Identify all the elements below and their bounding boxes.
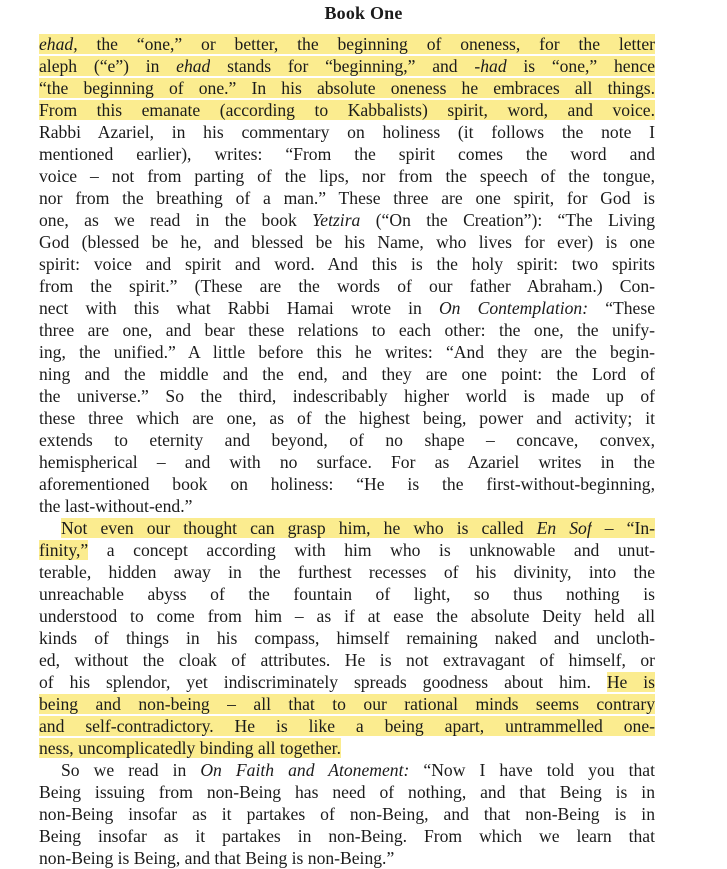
text-line (39, 143, 655, 165)
text-line (39, 407, 655, 429)
highlighted-text: finity,” (39, 540, 89, 560)
text-run: Being insofar as it partakes in non-Being. From which we learn that (39, 826, 655, 846)
text-line (39, 605, 655, 627)
text-run: spirit: voice and spirit and word. And this is the holy spirit: two spirits (39, 254, 655, 274)
text-run: these three which are one, as of the highest being, power and activity; it (39, 408, 655, 428)
text-run: ing, the unified.” A little before this he writes: “And they are the begin- (39, 342, 655, 362)
text-line (39, 165, 655, 187)
text-run: nect with this what Rabbi Hamai wrote in (39, 298, 439, 318)
text-line (39, 319, 655, 341)
highlighted-text: He is (606, 672, 655, 692)
text-line (39, 495, 655, 517)
paragraph-3 (39, 759, 655, 869)
text-run: the universe.” So the third, indescribably higher world is made up of (39, 386, 655, 406)
highlighted-text: is “one,” hence (506, 56, 656, 76)
text-run: Being issuing from non-Being has need of nothing, and that Being is in (39, 782, 655, 802)
highlighted-text: “the beginning of one.” In his absolute oneness he embraces all things. (39, 78, 655, 98)
text-line (39, 363, 655, 385)
text-line (39, 341, 655, 363)
text-line (39, 649, 655, 671)
highlighted-text: had (480, 56, 507, 76)
text-run: “These (588, 298, 656, 318)
text-run: ed, without the cloak of attributes. He is not extravagant of himself, or (39, 650, 655, 670)
highlighted-text: Not even our thought can grasp him, he who is called (61, 518, 537, 538)
highlighted-text: being and non-being – all that to our rational minds seems contrary (39, 694, 655, 714)
text-run: a concept according with him who is unknowable and unut- (88, 540, 655, 560)
text-run: (“On the Creation”): “The Living (360, 210, 655, 230)
text-line (39, 693, 655, 715)
highlighted-text: En Sof (536, 518, 592, 538)
text-run: the last-without-end.” (39, 496, 193, 516)
text-line (39, 561, 655, 583)
text-line (39, 121, 655, 143)
text-run: mentioned earlier), writes: “From the spirit comes the word and (39, 144, 655, 164)
text-line (39, 715, 655, 737)
text-run: Yetzira (312, 210, 361, 230)
text-line (39, 583, 655, 605)
text-run: nor from the breathing of a man.” These three are one spirit, for God is (39, 188, 655, 208)
text-run: non-Being insofar as it partakes of non-Being, and that non-Being is in (39, 804, 655, 824)
highlighted-text: ness, uncomplicatedly binding all together. (39, 738, 341, 758)
text-run: God (blessed be he, and blessed be his Name, who lives for ever) is one (39, 232, 655, 252)
text-run: understood to come from him – as if at ease the absolute Deity held all (39, 606, 655, 626)
highlighted-text: ehad, (39, 34, 78, 54)
text-line (39, 429, 655, 451)
text-run: unreachable abyss of the fountain of light, so thus nothing is (39, 584, 655, 604)
text-line (39, 759, 655, 781)
text-line (39, 539, 655, 561)
text-line (39, 737, 655, 759)
text-run: of his splendor, yet indiscriminately spreads goodness about him. (39, 672, 607, 692)
text-line (39, 275, 655, 297)
text-run: Rabbi Azariel, in his commentary on holiness (it follows the note I (39, 122, 655, 142)
text-run: non-Being is Being, and that Being is non-Being.” (39, 848, 395, 868)
text-run: one, as we read in the book (39, 210, 313, 230)
text-run: hemispherical – and with no surface. For as Azariel writes in the (39, 452, 655, 472)
text-line (39, 627, 655, 649)
text-run: ning and the middle and the end, and they are one point: the Lord of (39, 364, 655, 384)
text-line (39, 451, 655, 473)
text-run: aforementioned book on holiness: “He is the first-without-beginning, (39, 474, 655, 494)
text-run: from the spirit.” (These are the words of our father Abraham.) Con- (39, 276, 655, 296)
highlighted-text: ehad (176, 56, 211, 76)
text-run: kinds of things in his compass, himself remaining naked and uncloth- (39, 628, 655, 648)
text-line (39, 847, 655, 869)
text-line (39, 781, 655, 803)
highlighted-text: stands for “beginning,” and - (210, 56, 481, 76)
text-line (39, 297, 655, 319)
text-line (39, 517, 655, 539)
text-run: extends to eternity and beyond, of no shape – concave, convex, (39, 430, 655, 450)
text-run: “Now I have told you that (409, 760, 655, 780)
text-run: terable, hidden away in the furthest recesses of his divinity, into the (39, 562, 655, 582)
text-line (39, 209, 655, 231)
text-line (39, 231, 655, 253)
paragraph-1 (39, 33, 655, 517)
paragraph-2 (39, 517, 655, 759)
text-line (39, 385, 655, 407)
book-text (39, 33, 655, 869)
text-line (39, 77, 655, 99)
highlighted-text: the “one,” or better, the beginning of oneness, for the letter (77, 34, 655, 54)
text-line (39, 55, 655, 77)
text-run: voice – not from parting of the lips, nor from the speech of the tongue, (39, 166, 655, 186)
text-run: On Contemplation: (438, 298, 589, 318)
text-line (39, 803, 655, 825)
highlighted-text: and self-contradictory. He is like a being apart, untrammelled one- (39, 716, 655, 736)
text-line (39, 825, 655, 847)
text-line (39, 473, 655, 495)
text-run: three are one, and bear these relations to each other: the one, the unify- (39, 320, 655, 340)
text-line (39, 671, 655, 693)
text-run: On Faith and Atonement: (200, 760, 410, 780)
highlighted-text: From this emanate (according to Kabbalists) spirit, word, and voice. (39, 100, 655, 120)
highlighted-text: aleph (“e”) in (39, 56, 177, 76)
text-line (39, 187, 655, 209)
page-title: Book One (324, 3, 403, 23)
text-run: So we read in (61, 760, 201, 780)
text-line (39, 99, 655, 121)
text-line (39, 253, 655, 275)
text-line (39, 33, 655, 55)
highlighted-text: – “In- (591, 518, 655, 538)
